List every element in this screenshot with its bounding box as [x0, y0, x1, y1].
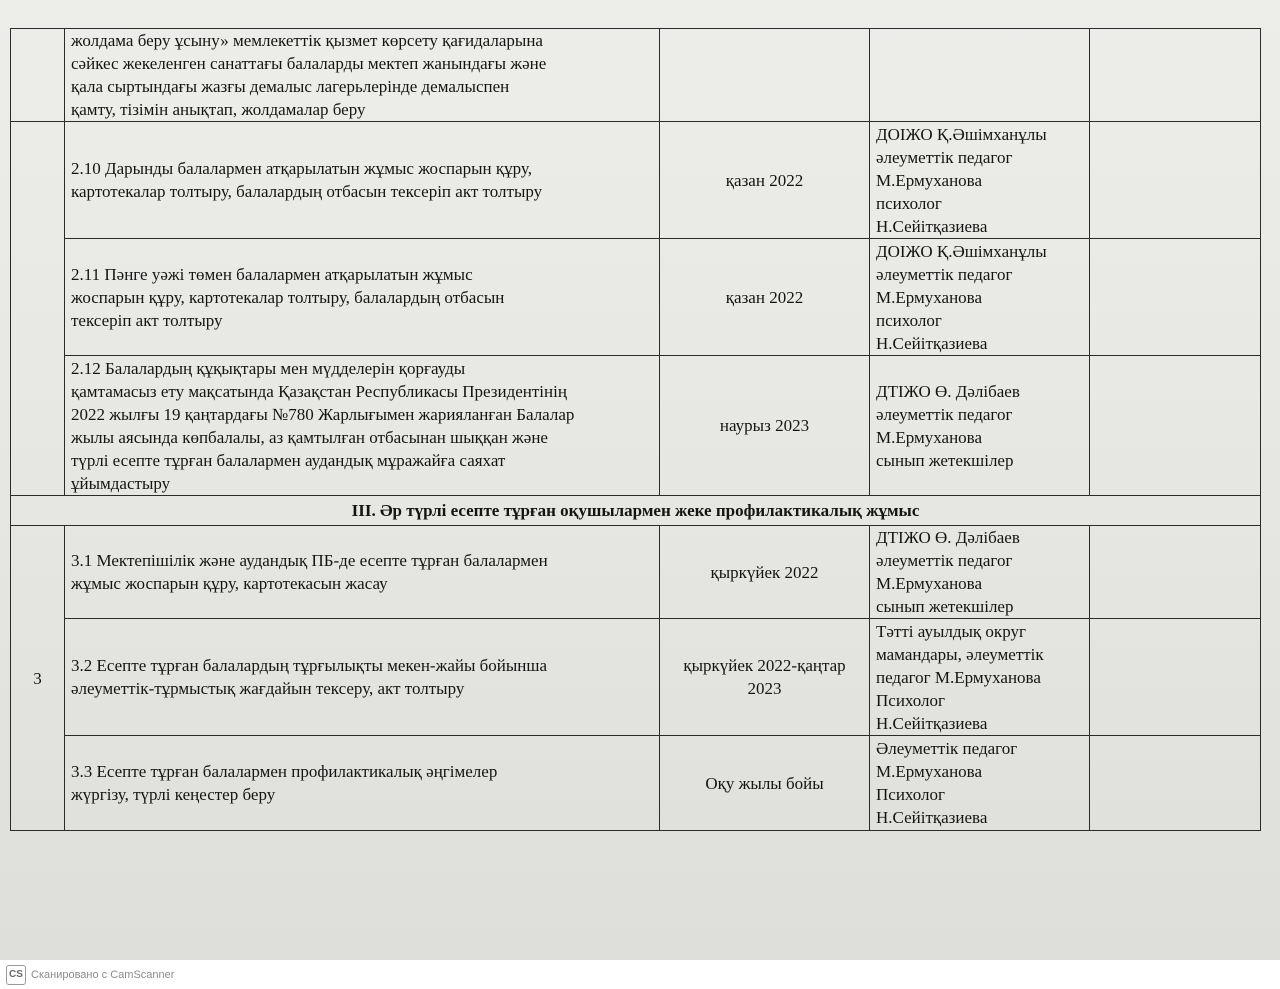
responsible-line: Н.Сейітқазиева [876, 333, 988, 353]
responsible-line: әлеуметтік педагог [876, 264, 1013, 284]
camscanner-logo-icon: CS [6, 965, 26, 985]
responsible-line: Тәтті ауылдық округ [876, 621, 1026, 641]
activity-line: 2.11 Пәнге уәжі төмен балалармен атқарылатын жұмыс [71, 264, 473, 284]
date-cell [660, 736, 870, 831]
note-cell [1090, 239, 1261, 356]
date-line: қыркүйек 2022-қаңтар [683, 656, 846, 675]
note-cell [1090, 526, 1261, 619]
activity-line: жоспарын құру, картотекалар толтыру, балалардың отбасын [71, 287, 505, 307]
table-row [11, 736, 1261, 831]
responsible-line: сынып жетекшілер [876, 597, 1014, 616]
responsible-cell [870, 239, 1090, 356]
responsible-cell [870, 356, 1090, 496]
note-cell [1090, 29, 1261, 122]
scanner-footer [0, 960, 1280, 989]
responsible-line: М.Ермуханова [876, 762, 983, 781]
activity-line: түрлі есепте тұрған балалармен аудандық мұражайға саяхат [71, 450, 506, 470]
responsible-line: М.Ермуханова [876, 287, 983, 307]
responsible-cell [870, 29, 1090, 122]
responsible-line: мамандары, әлеуметтік [876, 644, 1044, 664]
note-cell [1090, 736, 1261, 831]
section-title: ІІІ. Әр түрлі есепте тұрған оқушылармен жеке профилактикалық жұмыс [11, 496, 1261, 526]
section-number-cell: 3 [11, 526, 65, 831]
activity-line: ұйымдастыру [71, 473, 171, 493]
activity-cell [65, 526, 660, 619]
responsible-line: Психолог [876, 785, 946, 804]
responsible-line: әлеуметтік педагог [876, 404, 1013, 424]
activity-line: сәйкес жекеленген санаттағы балаларды мектеп жанындағы және [71, 54, 547, 73]
activity-cell [65, 736, 660, 831]
activity-line: 3.2 Есепте тұрған балалардың тұрғылықты мекен-жайы бойынша [71, 656, 548, 675]
table-row [11, 239, 1261, 356]
row-number-cell [11, 29, 65, 122]
date-line: 2023 [747, 679, 782, 698]
table-row [11, 356, 1261, 496]
responsible-line: педагог М.Ермуханова [876, 667, 1041, 687]
date-cell: қазан 2022 [660, 122, 870, 239]
table-row [11, 29, 1261, 122]
responsible-cell [870, 619, 1090, 736]
responsible-line: психолог [876, 193, 942, 213]
plan-table [10, 28, 1261, 831]
date-cell: қазан 2022 [660, 239, 870, 356]
responsible-line: ДТІЖО Ө. Дәлібаев [876, 381, 1020, 401]
activity-line: 2.12 Балалардың құқықтары мен мүдделерін қорғауды [71, 358, 466, 378]
responsible-line: ДОІЖО Қ.Әшімханұлы [876, 241, 1047, 261]
responsible-line: Психолог [876, 690, 946, 710]
activity-line: 3.1 Мектепішілік және аудандық ПБ-де есепте тұрған балалармен [71, 551, 548, 570]
responsible-line: М.Ермуханова [876, 427, 983, 447]
activity-cell [65, 122, 660, 239]
activity-line: тексеріп акт толтыру [71, 310, 223, 330]
activity-line: картотекалар толтыру, балалардың отбасын тексеріп акт толтыру [71, 182, 543, 201]
activity-line: әлеуметтік-тұрмыстық жағдайын тексеру, акт толтыру [71, 679, 465, 698]
responsible-line: сынып жетекшілер [876, 450, 1014, 470]
responsible-cell [870, 736, 1090, 831]
note-cell [1090, 619, 1261, 736]
row-number-cell [11, 122, 65, 496]
activity-cell [65, 239, 660, 356]
table-row [11, 619, 1261, 736]
responsible-line: Н.Сейітқазиева [876, 713, 988, 733]
table-row [11, 526, 1261, 619]
responsible-line: М.Ермуханова [876, 574, 983, 593]
scanner-watermark-text: Сканировано с CamScanner [31, 968, 175, 981]
activity-line: жылы аясында көпбалалы, аз қамтылған отбасынан шыққан және [71, 427, 548, 447]
activity-line: жолдама беру ұсыну» мемлекеттік қызмет көрсету қағидаларына [71, 31, 543, 50]
date-line: Оқу жылы бойы [705, 773, 824, 793]
date-line: қыркүйек 2022 [710, 562, 819, 582]
activity-line: жұмыс жоспарын құру, картотекасын жасау [71, 574, 388, 593]
responsible-line: әлеуметтік педагог [876, 551, 1013, 570]
responsible-line: әлеуметтік педагог [876, 147, 1013, 167]
activity-line: 2.10 Дарынды балалармен атқарылатын жұмыс жоспарын құру, [71, 159, 532, 178]
responsible-line: ДТІЖО Ө. Дәлібаев [876, 528, 1020, 547]
activity-cell [65, 356, 660, 496]
responsible-cell [870, 526, 1090, 619]
note-cell [1090, 122, 1261, 239]
note-cell [1090, 356, 1261, 496]
date-cell [660, 29, 870, 122]
activity-line: жүргізу, түрлі кеңестер беру [71, 785, 276, 804]
responsible-line: ДОІЖО Қ.Әшімханұлы [876, 124, 1047, 144]
date-cell: наурыз 2023 [660, 356, 870, 496]
date-cell [660, 526, 870, 619]
table-row [11, 122, 1261, 239]
responsible-line: психолог [876, 310, 942, 330]
section-header-row [11, 496, 1261, 526]
responsible-cell [870, 122, 1090, 239]
activity-line: 3.3 Есепте тұрған балалармен профилактикалық әңгімелер [71, 762, 498, 781]
activity-line: қала сыртындағы жазғы демалыс лагерьлерінде демалыспен [71, 77, 510, 96]
responsible-line: Әлеуметтік педагог [876, 739, 1018, 758]
activity-cell [65, 29, 660, 122]
activity-line: қамтамасыз ету мақсатында Қазақстан Республикасы Президентінің [71, 381, 567, 401]
date-cell [660, 619, 870, 736]
responsible-line: Н.Сейітқазиева [876, 216, 988, 236]
responsible-line: М.Ермуханова [876, 170, 983, 190]
responsible-line: Н.Сейітқазиева [876, 808, 988, 827]
activity-line: қамту, тізімін анықтап, жолдамалар беру [71, 100, 366, 119]
activity-line: 2022 жылғы 19 қаңтардағы №780 Жарлығымен жарияланған Балалар [71, 404, 575, 424]
activity-cell [65, 619, 660, 736]
